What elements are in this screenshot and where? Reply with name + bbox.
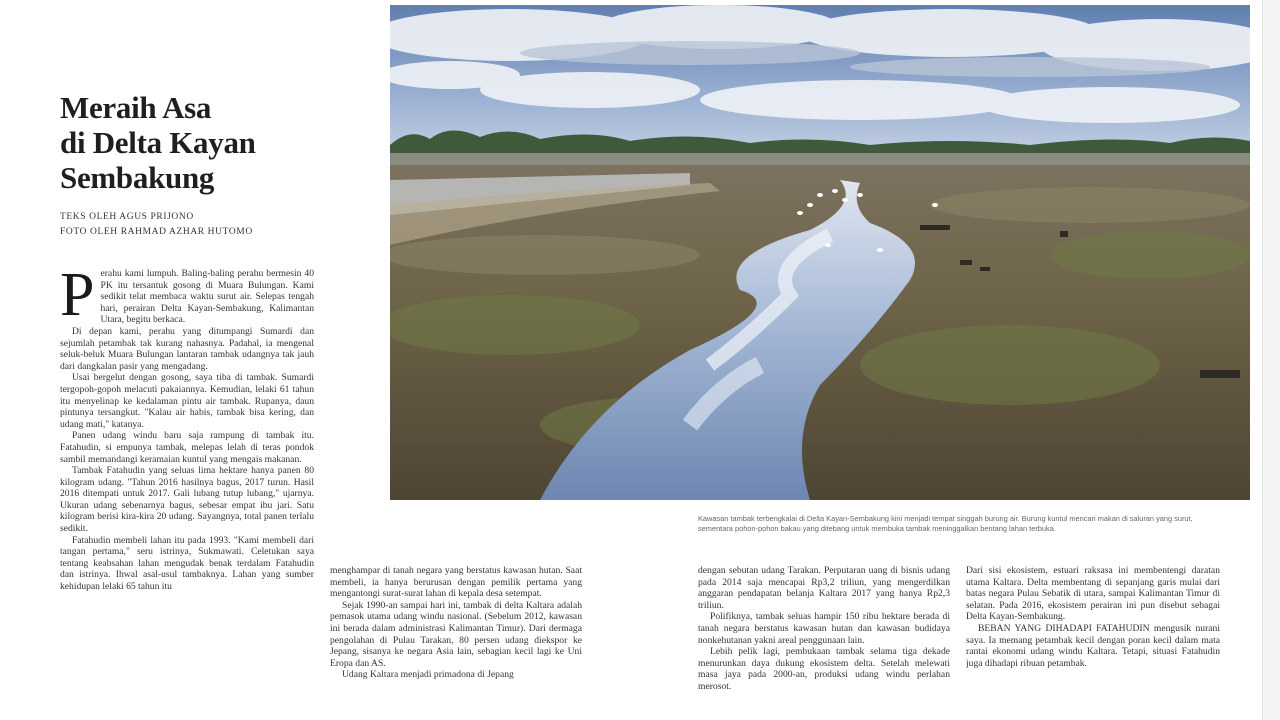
paragraph: erahu kami lumpuh. Baling-baling perahu bermesin 40 PK itu tersantuk gosong di Muara Bulungan. Kami sedikit telat membaca waktu surut air. Selepas tengah hari, perairan Delta Kayan-Sembakung, Kalimantan Utara, begitu berkaca. [100, 268, 314, 326]
body-column-2 [330, 565, 582, 720]
credit-text: TEKS OLEH AGUS PRIJONO [60, 212, 194, 222]
paragraph: Fatahudin membeli lahan itu pada 1993. "Kami membeli dari tangan pertama," seru istrinya, Sukmawati. Celetukan saya tentang keabsahan lahan mengudak benak terdalam Fatahudin dan istrinya. Ihwal asal-usul tambaknya. Lahan yang sumber kehidupan lelaki 65 tahun itu [60, 534, 314, 593]
body-column-4 [966, 565, 1220, 720]
paragraph: Panen udang windu baru saja rampung di tambak itu. Fatahudin, si empunya tambak, melepas lelah di teras pondok sambil memandangi keramaian kuntul yang mengais makanan. [60, 430, 314, 465]
article-title [60, 90, 360, 195]
paragraph: Sejak 1990-an sampai hari ini, tambak di delta Kaltara adalah pemasok utama udang windu nasional. (Sebelum 2012, kawasan ini berada dalam administrasi Kalimantan Timur). Dari dermaga pengolahan di Pulau Tarakan, 80 persen udang diekspor ke Jepang, sisanya ke negara Asia lain, sebagian kecil lagi ke Uni Eropa dan AS. [330, 599, 582, 669]
paragraph: Lebih pelik lagi, pembukaan tambak selama tiga dekade menurunkan daya dukung ekosistem delta. Setelah melewati masa jaya pada 2000-an, produksi udang windu perlahan merosot. [698, 646, 950, 692]
paragraph: menghampar di tanah negara yang berstatus kawasan hutan. Saat membeli, ia hanya berurusan dengan pemilik pertama yang mengantongi surat-surat lahan di kepala desa setempat. [330, 565, 582, 600]
paragraph: Dari sisi ekosistem, estuari raksasa ini membentengi daratan utama Kaltara. Delta membentang di sepanjang garis mulai dari batas negara Pulau Sebatik di utara, sampai Kalimantan Timur di selatan. Pada 2016, ekosistem perairan ini pun disebut sebagai Delta Kayan-Sembakung. [966, 565, 1220, 623]
title-line: di Delta Kayan [60, 125, 256, 160]
article-credits [60, 210, 360, 240]
body-column-1 [60, 268, 314, 720]
paragraph: Usai bergelut dengan gosong, saya tiba di tambak. Sumardi tergopoh-gopoh melacuti pakaiannya. Kemudian, lelaki 61 tahun itu menyelinap ke kedalaman pintu air tambak. Rupanya, daun pintunya tersangkut. "Kalau air habis, tambak bisa kering, dan udang mati," katanya. [60, 372, 314, 430]
body-column-3 [698, 565, 950, 720]
paragraph: Udang Kaltara menjadi primadona di Jepang [342, 669, 514, 681]
photo-caption: Kawasan tambak terbengkalai di Delta Kayan-Sembakung kini menjadi tempat singgah burung air. Burung kuntul mencari makan di saluran yang surut, sementara pohon-pohon bakau yang ditebang untuk membuka tambak meninggalkan bentang lahan terbuka. [698, 514, 1193, 533]
paragraph: dengan sebutan udang Tarakan. Perputaran uang di bisnis udang pada 2014 saja mencapai Rp3,2 triliun, yang mengerdilkan anggaran pendapatan belanja Kaltara 2017 yang hanya Rp2,3 triliun. [698, 565, 950, 611]
title-line: Meraih Asa [60, 90, 212, 125]
paragraph: Di depan kami, perahu yang ditumpangi Sumardi dan sejumlah petambak tak kurang nahasnya. Padahal, ia mengenal seluk-beluk Muara Bulungan lantaran tambak udangnya tak jauh dari dangkalan pasir yang mengadang. [60, 325, 314, 372]
title-line: Sembakung [60, 160, 215, 195]
drop-cap: P [60, 268, 95, 329]
delta-landscape-illustration [390, 5, 1250, 500]
paragraph: Tambak Fatahudin yang seluas lima hektare hanya panen 80 kilogram udang. "Tahun 2016 hasilnya bagus, 2017 turun. Hasil 2016 ditempati untuk 2017. Gali lubang tutup lubang," ujarnya. Ukuran udang sebenarnya bagus, sebesar empat ibu jari. Satu kilogram berisi kira-kira 20 udang. Sayangnya, total panen terlalu sedikit. [60, 465, 314, 535]
credit-photo: FOTO OLEH RAHMAD AZHAR HUTOMO [60, 227, 253, 237]
delta-photo [390, 5, 1250, 500]
page-edge [1262, 0, 1280, 720]
paragraph: BEBAN YANG DIHADAPI FATAHUDIN mengusik nurani saya. Ia memang petambak kecil dengan poran kecil dalam mata rantai ekonomi udang windu Kaltara. Tetapi, situasi Fatahudin juga dihadapi ribuan petambak. [966, 622, 1220, 669]
paragraph: Polifiknya, tambak seluas hampir 150 ribu hektare berada di tanah negara berstatus kawasan hutan dan kawasan budidaya nonkehutanan yakni areal penggunaan lain. [698, 611, 950, 646]
